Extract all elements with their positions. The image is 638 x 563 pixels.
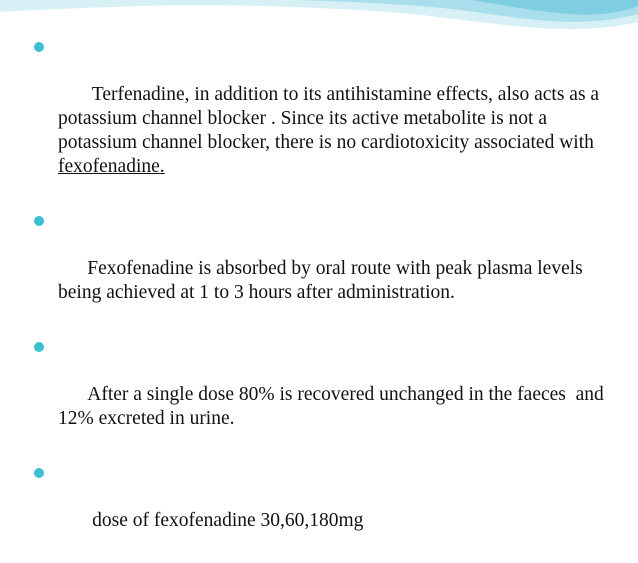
bullet-text: Terfenadine, in addition to its antihistamine effects, also acts as a potassium channel blocker . Since its active metabolite is not a potassium channel blocker, there is no cardiotoxicity associated with [58, 84, 604, 153]
bullet-dot-icon [34, 342, 44, 352]
bullet-item [0, 335, 610, 455]
fexofenadine-link[interactable]: fexofenadine. [58, 156, 165, 177]
bullet-dot-icon [34, 468, 44, 478]
bullet-item [0, 209, 610, 329]
bullet-text: Fexofenadine is absorbed by oral route with peak plasma levels being achieved at 1 to 3 hours after administration. [58, 258, 588, 303]
bullet-text: After a single dose 80% is recovered unchanged in the faeces and 12% excreted in urine. [58, 384, 609, 429]
bullet-item [0, 35, 610, 203]
bullet-item [0, 461, 610, 557]
bullet-dot-icon [34, 42, 44, 52]
bullet-list [0, 35, 610, 563]
bullet-text: dose of fexofenadine 30,60,180mg [87, 510, 364, 531]
bullet-dot-icon [34, 216, 44, 226]
